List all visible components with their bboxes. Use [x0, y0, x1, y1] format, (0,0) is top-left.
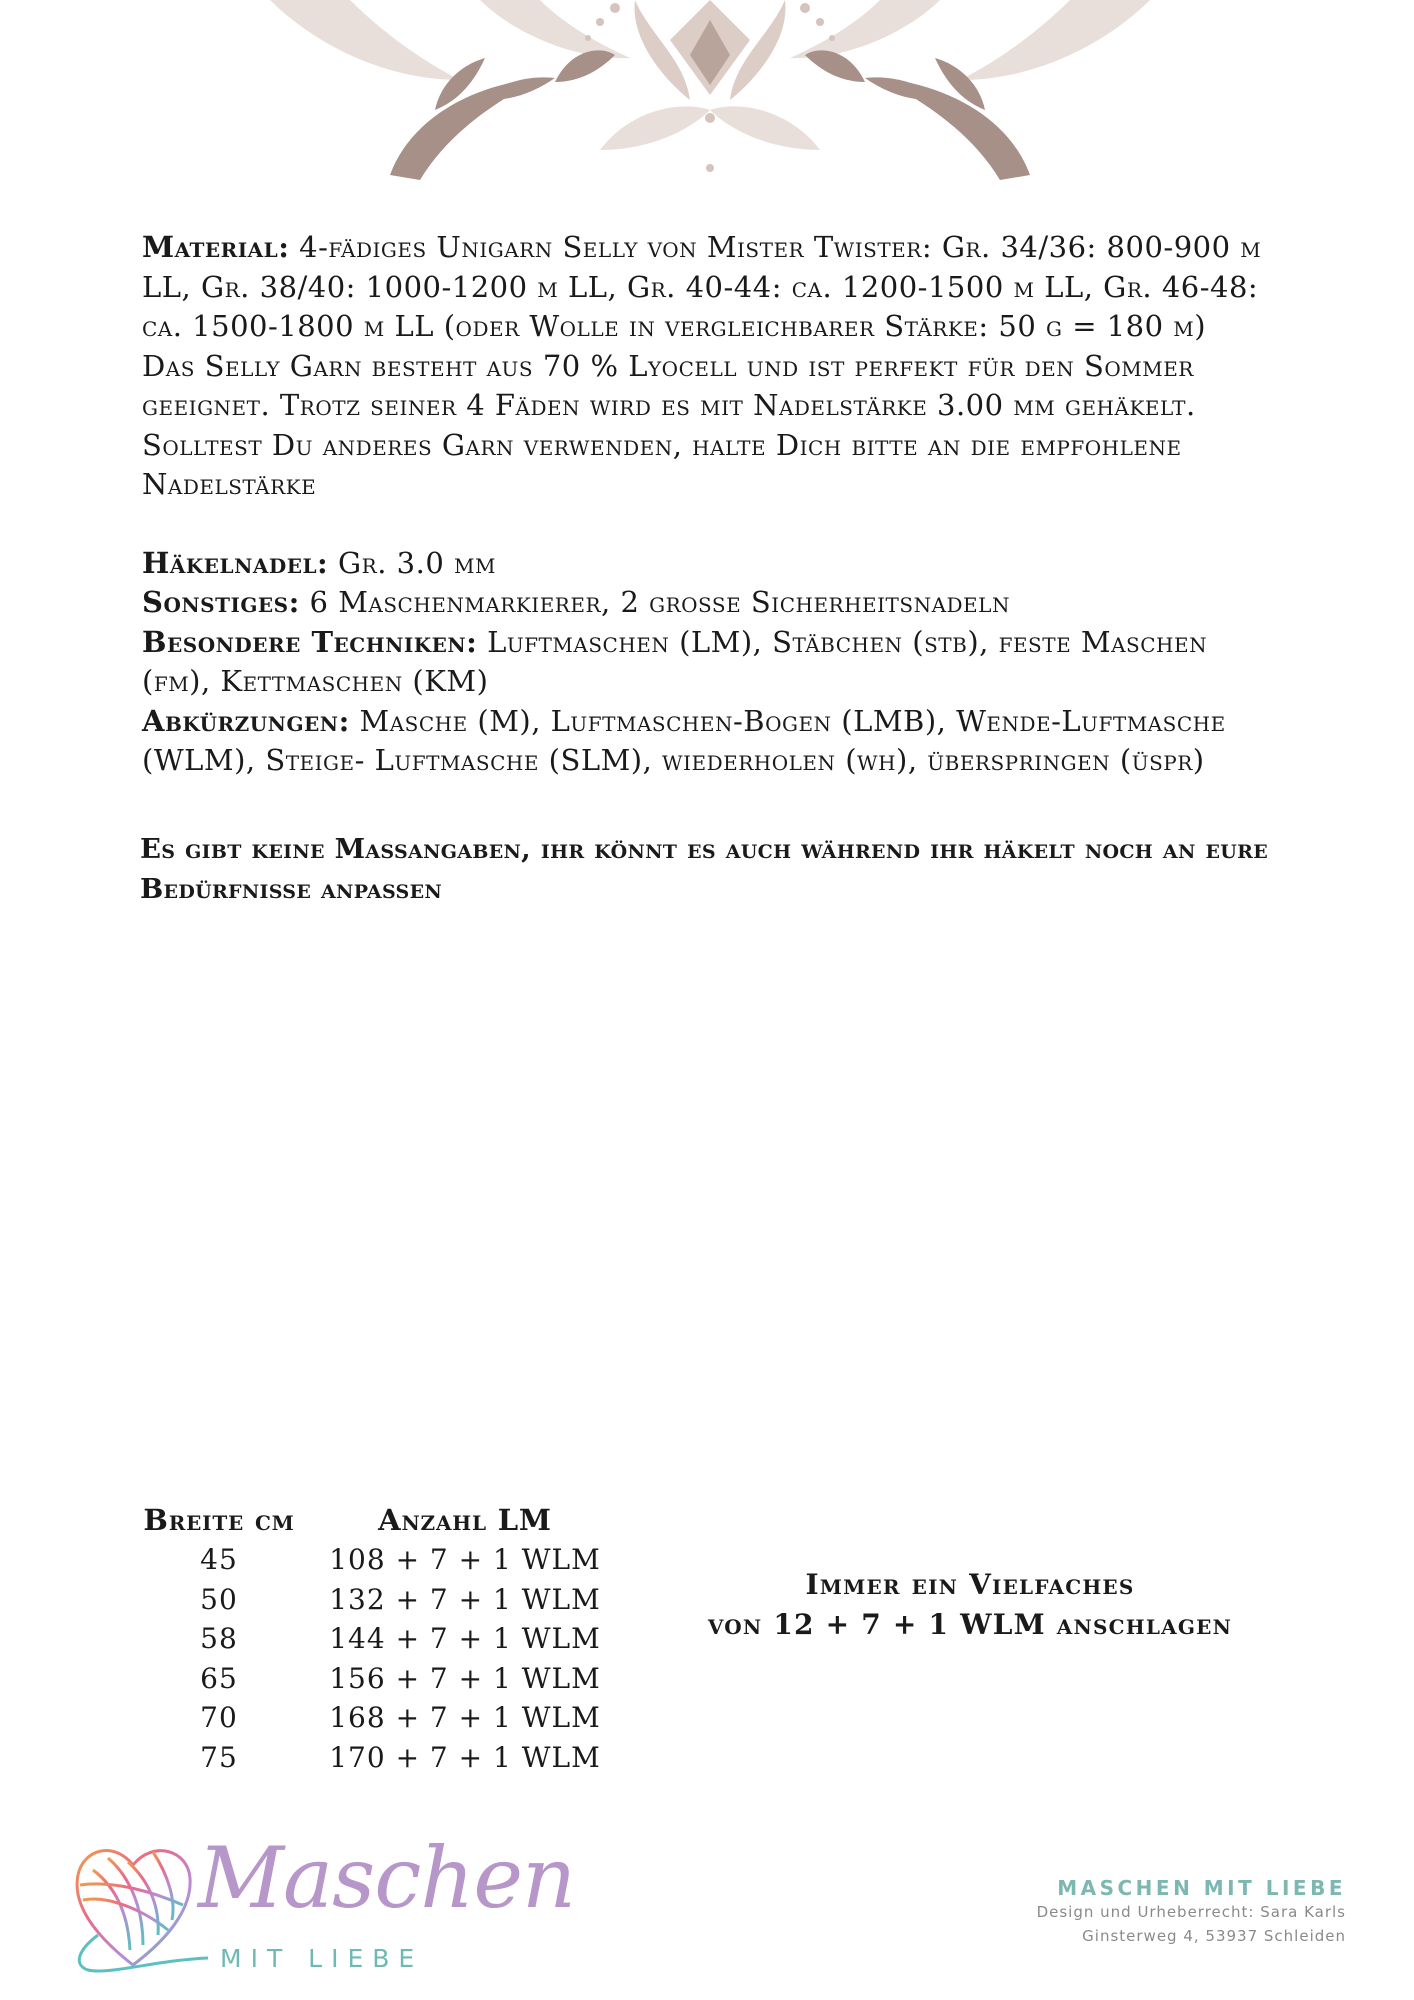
materials-section: [142, 228, 1282, 781]
cell-count: 156 + 7 + 1 WLM: [329, 1661, 601, 1695]
abkuerzungen-label: Abkürzungen:: [142, 703, 350, 738]
sonstiges-text: 6 Maschenmarkierer, 2 grosse Sicherheitsnadeln: [309, 585, 1010, 619]
footer-credits: [1037, 1876, 1346, 1948]
material-label: Material:: [142, 230, 290, 264]
cell-width: 75: [200, 1740, 238, 1774]
cell-width: 70: [200, 1701, 238, 1734]
sonstiges-label: Sonstiges:: [142, 585, 300, 619]
cell-count: 168 + 7 + 1 WLM: [329, 1701, 601, 1734]
material-description: Das Selly Garn besteht aus 70 % Lyocell und ist perfekt für den Sommer geeignet. Trotz seiner 4 Fäden wird es mit Nadelstärke 3.00 mm gehäkelt. Solltest Du anderes Garn verwenden, halte Dich bitte an die empfohlene Nadelstärke: [142, 348, 1196, 501]
cell-count: 108 + 7 + 1 WLM: [329, 1543, 601, 1576]
cell-width: 65: [200, 1661, 238, 1695]
cell-count: 170 + 7 + 1 WLM: [329, 1740, 601, 1774]
table-row: [128, 1583, 620, 1623]
footer-address: Ginsterweg 4, 53937 Schleiden: [1082, 1927, 1346, 1945]
table-row: [128, 1741, 620, 1781]
abkuerzungen-line: [142, 702, 1282, 781]
abkuerzungen-text: Masche (M), Luftmaschen-Bogen (LMB), Wende-Luftmasche (WLM), Steige- Luftmasche (SLM), wiederholen (wh), überspringen (üspr): [142, 703, 1226, 777]
sizing-notice: Es gibt keine Massangaben, ihr könnt es auch während ihr häkelt noch an eure Bedürfnisse anpassen: [140, 833, 1269, 905]
footer-copyright: Design und Urheberrecht: Sara Karls: [1036, 1903, 1346, 1921]
haekelnadel-line: [142, 544, 1282, 584]
table-row: [128, 1543, 620, 1583]
techniken-text: Luftmaschen (LM), Stäbchen (stb), feste Maschen (fm), Kettmaschen (KM): [142, 624, 1208, 698]
multiple-note: [690, 1565, 1250, 1644]
floral-ornament: [270, 0, 1150, 185]
techniken-line: [142, 623, 1282, 702]
cell-width: 45: [200, 1543, 238, 1576]
logo-wordmark: Maschen: [198, 1829, 576, 1927]
size-table: [128, 1503, 620, 1780]
logo-subtitle: MIT LIEBE: [220, 1944, 424, 1973]
header-width: Breite cm: [143, 1503, 295, 1537]
footer-brand: MASCHEN MIT LIEBE: [1057, 1876, 1346, 1900]
table-row: [128, 1662, 620, 1702]
header-count: Anzahl LM: [378, 1503, 552, 1537]
table-row: [128, 1622, 620, 1662]
cell-count: 132 + 7 + 1 WLM: [329, 1582, 601, 1616]
haekelnadel-text: Gr. 3.0 mm: [337, 545, 496, 580]
cell-width: 58: [200, 1622, 238, 1655]
sonstiges-line: [142, 583, 1282, 623]
material-text: 4-fädiges Unigarn Selly von Mister Twister: Gr. 34/36: 800-900 m LL, Gr. 38/40: 1000-1200 m LL, Gr. 40-44: ca. 1200-1500 m LL, Gr. 46-48: ca. 1500-1800 m LL (oder Wolle in vergleichbarer Stärke: 50 g = 180 m): [142, 230, 1262, 343]
table-row: [128, 1701, 620, 1741]
cell-width: 50: [200, 1582, 238, 1616]
multiple-note-line1: Immer ein Vielfaches: [805, 1568, 1135, 1601]
cell-count: 144 + 7 + 1 WLM: [329, 1622, 601, 1655]
multiple-note-line2: von 12 + 7 + 1 WLM anschlagen: [707, 1607, 1233, 1641]
material-paragraph: [142, 228, 1282, 347]
haekelnadel-label: Häkelnadel:: [142, 545, 329, 580]
techniken-label: Besondere Techniken:: [142, 624, 478, 659]
table-header: [128, 1503, 620, 1543]
